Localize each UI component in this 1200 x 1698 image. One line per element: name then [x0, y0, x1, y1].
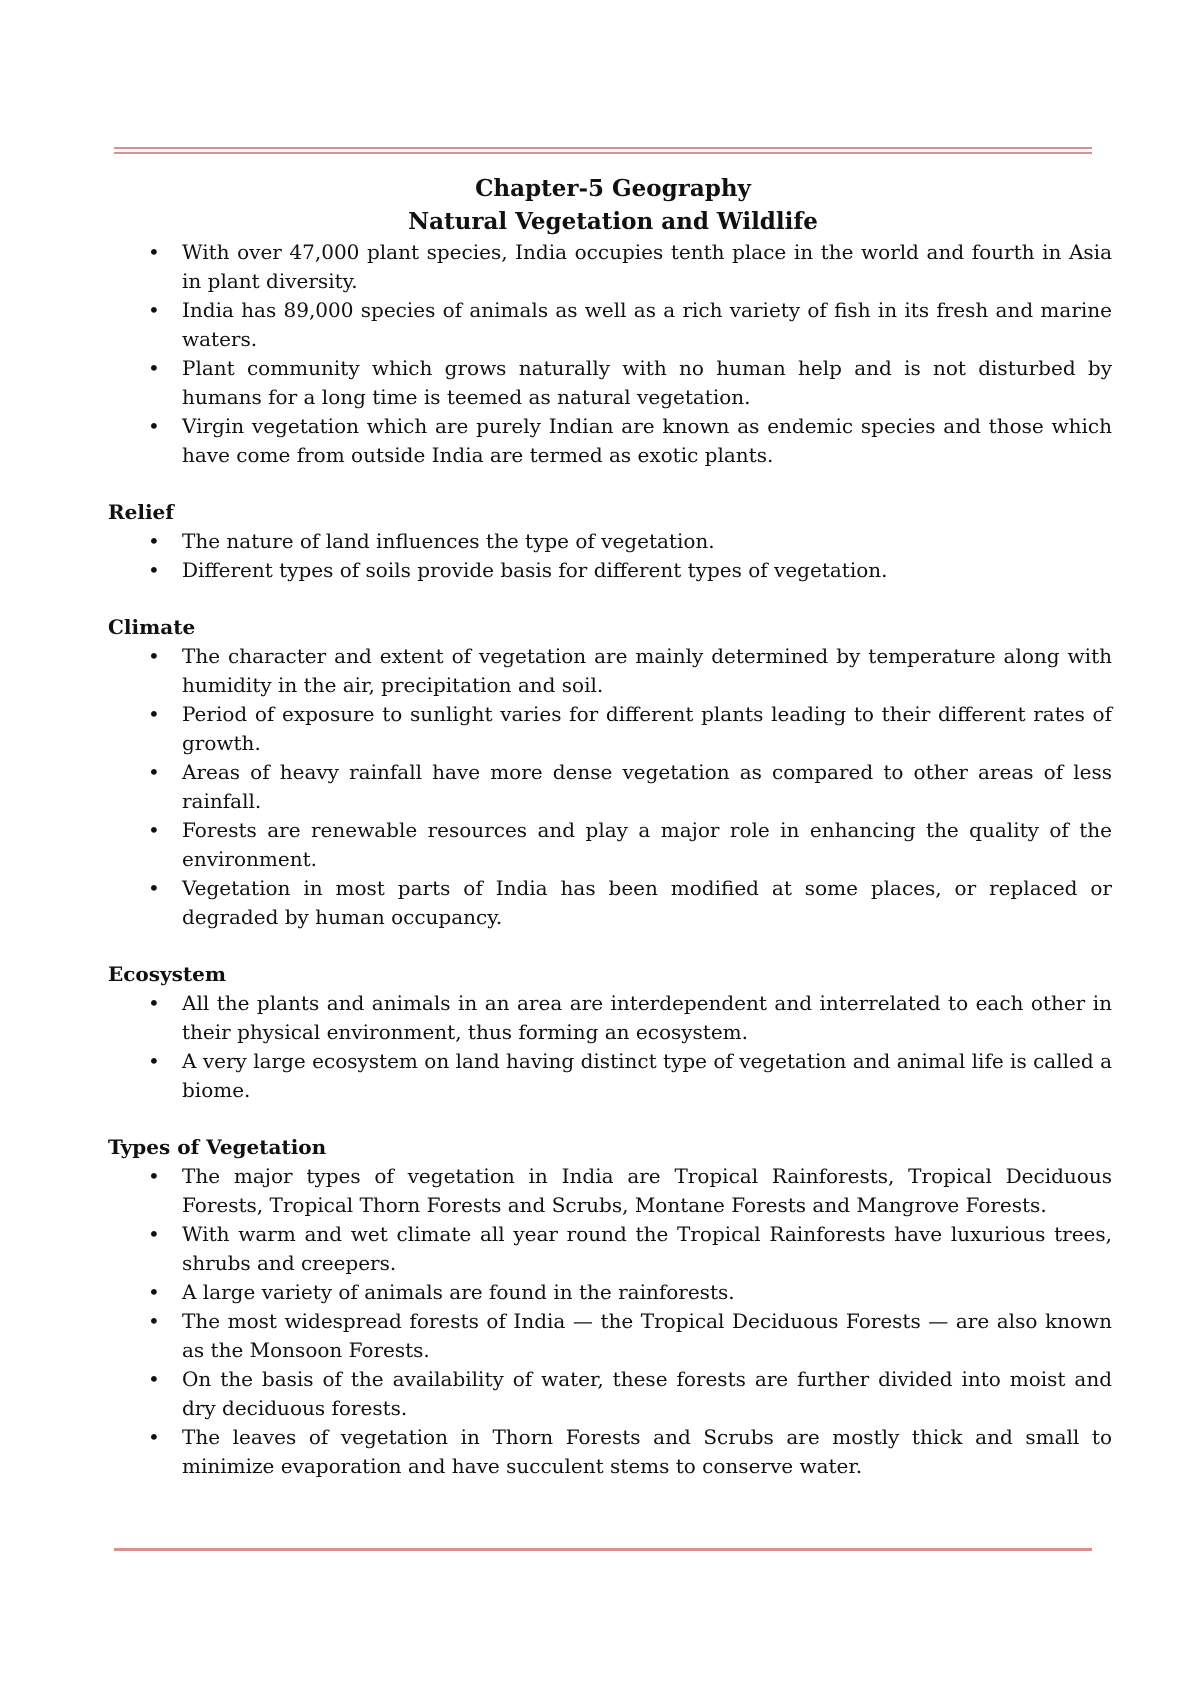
list-item-text: The leaves of vegetation in Thorn Forests and Scrubs are mostly thick and small to minimize evaporation and have succulent stems to conserve water. — [182, 1425, 1112, 1478]
list-item — [108, 1307, 1112, 1365]
list-item — [108, 874, 1112, 932]
bullet-icon: • — [148, 1222, 160, 1246]
bullet-icon: • — [148, 818, 160, 842]
list-item-text: Areas of heavy rainfall have more dense vegetation as compared to other areas of less rainfall. — [182, 760, 1112, 813]
document-title — [114, 172, 1112, 238]
list-item-text: Different types of soils provide basis for different types of vegetation. — [182, 558, 888, 582]
list-item — [108, 238, 1112, 296]
list-item-text: With warm and wet climate all year round the Tropical Rainforests have luxurious trees, shrubs and creepers. — [182, 1222, 1112, 1275]
list-item — [108, 412, 1112, 470]
list-item — [108, 758, 1112, 816]
list-item-text: Plant community which grows naturally with no human help and is not disturbed by humans for a long time is teemed as natural vegetation. — [182, 356, 1112, 409]
list-item-text: India has 89,000 species of animals as well as a rich variety of fish in its fresh and marine waters. — [182, 298, 1112, 351]
climate-list — [108, 642, 1112, 932]
list-item-text: A large variety of animals are found in the rainforests. — [182, 1280, 735, 1304]
section-heading-relief: Relief — [108, 500, 174, 524]
ecosystem-list — [108, 989, 1112, 1105]
bullet-icon: • — [148, 876, 160, 900]
bullet-icon: • — [148, 298, 160, 322]
section-heading-types-of-vegetation: Types of Vegetation — [108, 1135, 327, 1159]
relief-list — [108, 527, 1112, 585]
list-item — [108, 1365, 1112, 1423]
bullet-icon: • — [148, 760, 160, 784]
list-item-text: The character and extent of vegetation are mainly determined by temperature along with humidity in the air, precipitation and soil. — [182, 644, 1112, 697]
list-item — [108, 816, 1112, 874]
list-item — [108, 1047, 1112, 1105]
list-item-text: On the basis of the availability of water, these forests are further divided into moist and dry deciduous forests. — [182, 1367, 1112, 1420]
bullet-icon: • — [148, 1280, 160, 1304]
bullet-icon: • — [148, 1367, 160, 1391]
intro-list — [108, 238, 1112, 470]
list-item — [108, 1278, 1112, 1307]
list-item-text: The most widespread forests of India — the Tropical Deciduous Forests — are also known as the Monsoon Forests. — [182, 1309, 1112, 1362]
section-heading-climate: Climate — [108, 615, 196, 639]
list-item — [108, 642, 1112, 700]
vegetation-types-list — [108, 1162, 1112, 1481]
list-item-text: Period of exposure to sunlight varies for different plants leading to their different rates of growth. — [182, 702, 1112, 755]
bullet-icon: • — [148, 240, 160, 264]
list-item-text: The major types of vegetation in India are Tropical Rainforests, Tropical Deciduous Forests, Tropical Thorn Forests and Scrubs, Montane Forests and Mangrove Forests. — [182, 1164, 1112, 1217]
list-item — [108, 354, 1112, 412]
list-item — [108, 527, 1112, 556]
list-item — [108, 296, 1112, 354]
list-item-text: A very large ecosystem on land having distinct type of vegetation and animal life is called a biome. — [182, 1049, 1112, 1102]
top-divider — [114, 147, 1092, 154]
chapter-subtitle: Natural Vegetation and Wildlife — [408, 208, 818, 235]
bullet-icon: • — [148, 991, 160, 1015]
bullet-icon: • — [148, 529, 160, 553]
bullet-icon: • — [148, 1309, 160, 1333]
list-item — [108, 1423, 1112, 1481]
bullet-icon: • — [148, 558, 160, 582]
bullet-icon: • — [148, 1164, 160, 1188]
bottom-divider — [114, 1548, 1092, 1551]
list-item-text: With over 47,000 plant species, India occupies tenth place in the world and fourth in Asia in plant diversity. — [182, 240, 1112, 293]
list-item-text: Virgin vegetation which are purely Indian are known as endemic species and those which have come from outside India are termed as exotic plants. — [182, 414, 1112, 467]
bullet-icon: • — [148, 356, 160, 380]
list-item-text: Vegetation in most parts of India has been modified at some places, or replaced or degraded by human occupancy. — [182, 876, 1112, 929]
chapter-title: Chapter-5 Geography — [475, 175, 751, 202]
list-item — [108, 989, 1112, 1047]
bullet-icon: • — [148, 1425, 160, 1449]
list-item — [108, 556, 1112, 585]
bullet-icon: • — [148, 414, 160, 438]
section-heading-ecosystem: Ecosystem — [108, 962, 227, 986]
list-item-text: The nature of land influences the type of vegetation. — [182, 529, 715, 553]
bullet-icon: • — [148, 702, 160, 726]
list-item — [108, 700, 1112, 758]
list-item-text: Forests are renewable resources and play a major role in enhancing the quality of the environment. — [182, 818, 1112, 871]
list-item — [108, 1220, 1112, 1278]
document-body — [108, 172, 1112, 1481]
list-item-text: All the plants and animals in an area are interdependent and interrelated to each other in their physical environment, thus forming an ecosystem. — [182, 991, 1112, 1044]
bullet-icon: • — [148, 644, 160, 668]
list-item — [108, 1162, 1112, 1220]
bullet-icon: • — [148, 1049, 160, 1073]
